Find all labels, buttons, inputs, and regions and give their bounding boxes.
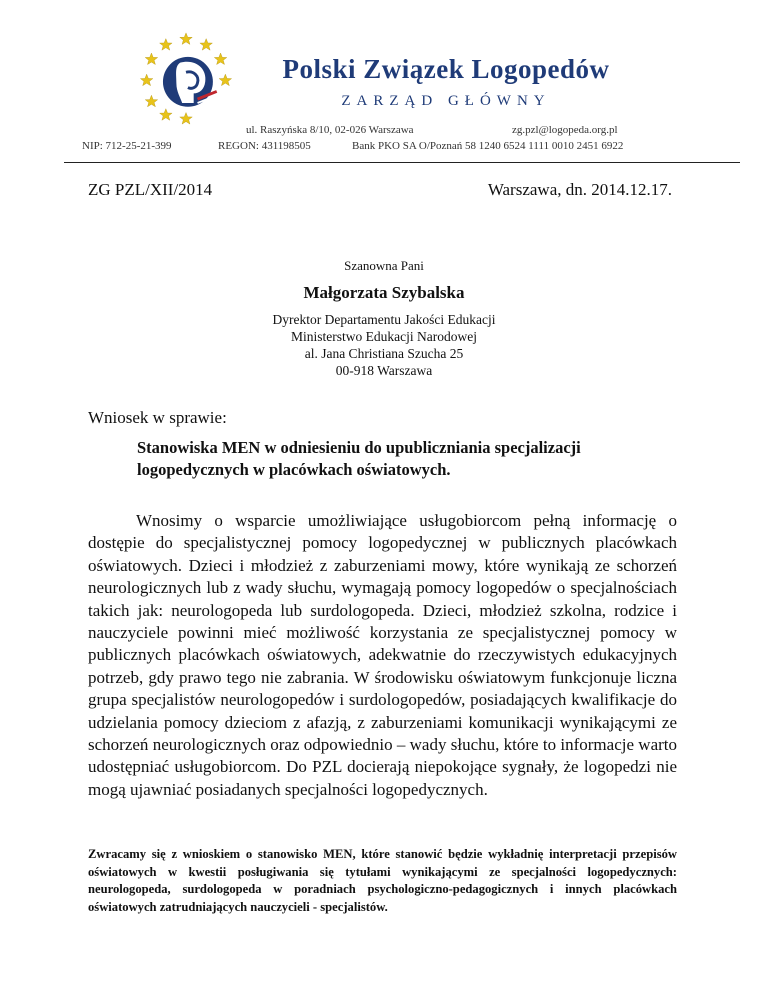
subject-line-1: Stanowiska MEN w odniesieniu do upubliczniania specjalizacji [137, 438, 581, 457]
org-email: zg.pzl@logopeda.org.pl [512, 124, 618, 136]
greeting: Szanowna Pani [344, 258, 424, 273]
organization-subtitle: ZARZĄD GŁÓWNY [341, 93, 551, 109]
request-label: Wniosek w sprawie: [88, 408, 227, 427]
pzl-logo [138, 30, 234, 126]
subject-line-2: logopedycznych w placówkach oświatowych. [137, 460, 451, 479]
org-address: ul. Raszyńska 8/10, 02-026 Warszawa [246, 124, 414, 136]
org-regon: REGON: 431198505 [218, 140, 311, 152]
recipient-city: 00-918 Warszawa [335, 363, 433, 378]
recipient-title: Dyrektor Departamentu Jakości Edukacji [272, 312, 496, 327]
recipient-name: Małgorzata Szybalska [303, 283, 465, 302]
letter-date: Warszawa, dn. 2014.12.17. [487, 180, 672, 199]
letter-closing: Zwracamy się z wnioskiem o stanowisko MEN, które stanowić będzie wykładnię interpretacji przepisów oświatowych w kwestii posługiwania się tytułami wynikającymi ze specjalności logopedycznych: neurologopeda, surdologopeda w poradniach psychologiczno-pedagogicznych i innych placówkach oświatowych zatrudniających nauczycieli - specjalistów. [88, 847, 677, 914]
org-nip: NIP: 712-25-21-399 [82, 140, 172, 152]
recipient-ministry: Ministerstwo Edukacji Narodowej [291, 329, 477, 344]
header-divider [64, 162, 740, 163]
letter-body: Wnosimy o wsparcie umożliwiające usługobiorcom pełną informację o dostępie do specjalistycznej pomocy logopedycznej w publicznych placówkach oświatowych. Dzieci i młodzież z zaburzeniami mowy, które wynikają ze schorzeń neurologicznych lub z wady słuchu, wymagają pomocy logopedów o specjalnościach takich jak: neurologopeda lub surdologopeda. Dzieci, młodzież szkolna, rodzice i nauczyciele powinni mieć możliwość korzystania ze specjalistycznej pomocy w publicznych placówkach oświatowych, adekwatnie do rzeczywistych edukacyjnych potrzeb, gdy prawo tego nie zabrania. W środowisku oświatowym funkcjonuje liczna grupa specjalistów neurologopedów i surdologopedów, posiadających kwalifikacje do udzielania pomocy dzieciom z afazją, z zaburzeniami komunikacji wynikającymi ze schorzeń neurologicznych oraz odpowiednio – wady słuchu, które to informacje warto udostępniać usługobiorcom. Do PZL docierają niepokojące sygnały, że logopedzi nie mogą ujawniać posiadanych specjalności logopedycznych. [88, 511, 677, 799]
request-subject [137, 437, 697, 481]
recipient-street: al. Jana Christiana Szucha 25 [304, 346, 464, 361]
organization-name: Polski Związek Logopedów [282, 54, 610, 84]
org-bank-account: Bank PKO SA O/Poznań 58 1240 6524 1111 0010 2451 6922 [352, 140, 624, 152]
recipient-address [0, 311, 768, 379]
letter-reference: ZG PZL/XII/2014 [88, 180, 213, 199]
